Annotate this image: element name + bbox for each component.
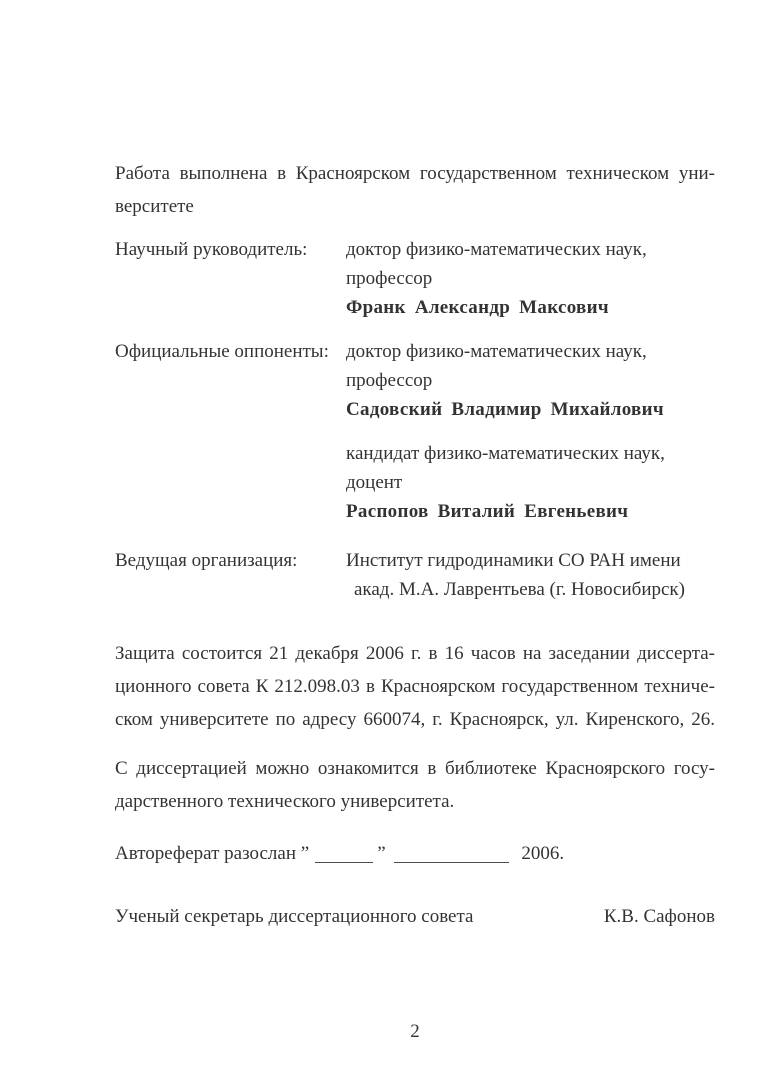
lead-organization-line-2: акад. М.А. Лаврентьева (г. Новосибирск)	[354, 579, 685, 600]
opponent-1-rank-line: профессор	[346, 370, 433, 391]
defense-line-2: ционного совета К 212.098.03 в Красноярском государственном техниче-	[115, 676, 715, 697]
opponent-2-name: Распопов Виталий Евгеньевич	[346, 501, 629, 522]
supervisor-row	[115, 235, 715, 322]
lead-organization-value	[346, 546, 715, 604]
blank-field-day	[315, 847, 373, 863]
opponent-entry-1	[346, 337, 715, 424]
secretary-line	[115, 900, 715, 933]
intro-line-1: Работа выполнена в Красноярском государственном техническом уни-	[115, 163, 715, 184]
secretary-title: Ученый секретарь диссертационного совета	[115, 906, 474, 927]
opponents-row	[115, 337, 715, 526]
opponents-value	[346, 337, 715, 526]
page-content	[115, 157, 715, 1048]
supervisor-label: Научный руководитель:	[115, 239, 308, 260]
intro-paragraph	[115, 157, 715, 223]
open-quote: ”	[300, 843, 310, 864]
supervisor-name: Франк Александр Максович	[346, 297, 609, 318]
lead-organization-entry	[346, 546, 715, 604]
lead-organization-label: Ведущая организация:	[115, 550, 298, 571]
credentials-table	[115, 235, 715, 604]
opponent-2-degree-line: кандидат физико-математических наук,	[346, 443, 665, 464]
autoreferat-line	[115, 837, 715, 870]
opponent-1-name: Садовский Владимир Михайлович	[346, 399, 664, 420]
defense-line-3: ском университете по адресу 660074, г. Красноярск, ул. Киренского, 26.	[115, 709, 715, 730]
opponent-1-degree-line: доктор физико-математических наук,	[346, 341, 647, 362]
supervisor-rank-line: профессор	[346, 268, 433, 289]
page-number: 2	[410, 1021, 420, 1042]
defense-paragraph	[115, 637, 715, 736]
supervisor-degree-line: доктор физико-математических наук,	[346, 239, 647, 260]
opponents-label: Официальные оппоненты:	[115, 341, 329, 362]
opponent-2-rank-line: доцент	[346, 472, 403, 493]
library-line-2: дарственного технического университета.	[115, 791, 455, 812]
opponent-entry-2	[346, 439, 715, 526]
autoreferat-text: Автореферат разослан	[115, 843, 296, 864]
supervisor-value	[346, 235, 715, 322]
library-paragraph	[115, 752, 715, 818]
autoreferat-year: 2006.	[521, 843, 565, 864]
intro-line-2: верситете	[115, 196, 194, 217]
close-quote: ”	[377, 843, 386, 864]
defense-line-1: Защита состоится 21 декабря 2006 г. в 16 часов на заседании диссерта-	[115, 643, 715, 664]
lead-organization-row	[115, 546, 715, 604]
library-line-1: С диссертацией можно ознакомится в библиотеке Красноярского госу-	[115, 758, 715, 779]
lead-organization-line-1: Институт гидродинамики СО РАН имени	[346, 550, 681, 571]
blank-field-month	[394, 847, 509, 863]
secretary-name: К.В. Сафонов	[603, 906, 715, 927]
supervisor-entry	[346, 235, 715, 322]
